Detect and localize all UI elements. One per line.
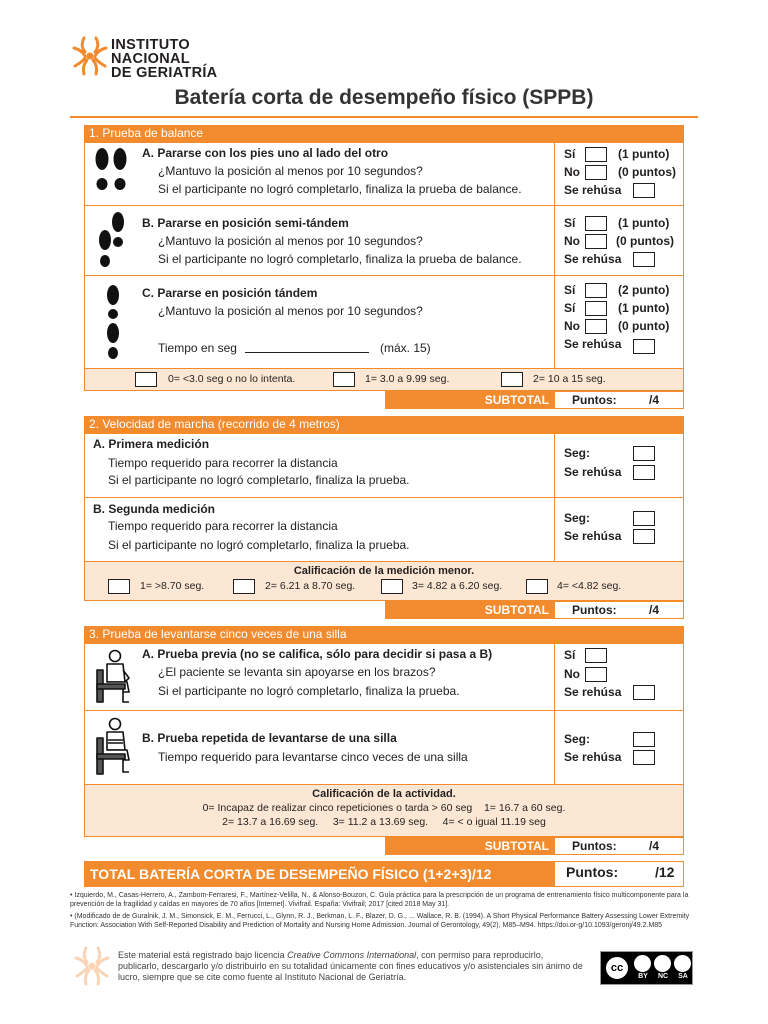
balance-c-refuse-checkbox[interactable] bbox=[633, 339, 655, 354]
gait-scale-4-checkbox[interactable] bbox=[526, 579, 548, 594]
chair-scale-3: 3= 11.2 a 13.69 seg. bbox=[332, 816, 429, 828]
balance-c-si2-label: Sí bbox=[564, 283, 576, 297]
total-puntos-max: /12 bbox=[655, 864, 675, 880]
badge-by-label: BY bbox=[638, 973, 648, 980]
gait-b-refuse-checkbox[interactable] bbox=[633, 529, 655, 544]
gait-scale-2: 2= 6.21 a 8.70 seg. bbox=[265, 580, 356, 592]
badge-sa-label: SA bbox=[678, 973, 688, 980]
chair-a-no-checkbox[interactable] bbox=[585, 667, 607, 682]
gait-scale-3: 3= 4.82 a 6.20 seg. bbox=[412, 580, 503, 592]
logo-line-1: INSTITUTO bbox=[111, 37, 190, 53]
balance-scale-0: 0= <3.0 seg o no lo intenta. bbox=[168, 373, 296, 385]
gait-a-refuse-checkbox[interactable] bbox=[633, 465, 655, 480]
section-balance-header: 1. Prueba de balance bbox=[84, 125, 684, 142]
balance-a-refuse-label: Se rehúsa bbox=[564, 183, 622, 197]
gait-puntos-max: /4 bbox=[649, 603, 660, 617]
license-text bbox=[118, 950, 586, 983]
balance-c-no-label: No bbox=[564, 319, 580, 333]
section-gait-header: 2. Velocidad de marcha (recorrido de 4 metros) bbox=[84, 416, 684, 433]
nc-icon bbox=[654, 955, 671, 972]
chair-b-title: B. Prueba repetida de levantarse de una silla bbox=[142, 731, 397, 745]
gait-puntos-label: Puntos: bbox=[572, 603, 617, 617]
title-divider bbox=[70, 116, 698, 118]
balance-b-refuse-label: Se rehúsa bbox=[564, 252, 622, 266]
gait-scale-1-checkbox[interactable] bbox=[108, 579, 130, 594]
by-icon bbox=[634, 955, 651, 972]
balance-c-si2-checkbox[interactable] bbox=[585, 283, 607, 298]
chair-scale-1: 1= 16.7 a 60 seg. bbox=[483, 802, 566, 814]
logo-text bbox=[111, 38, 217, 80]
balance-b-no-checkbox[interactable] bbox=[585, 234, 607, 249]
gait-a-seg-input[interactable] bbox=[633, 446, 655, 461]
chair-b-refuse-checkbox[interactable] bbox=[633, 750, 655, 765]
balance-a-no-checkbox[interactable] bbox=[585, 165, 607, 180]
balance-a-si-points: (1 punto) bbox=[618, 147, 670, 161]
chair-a-refuse-label: Se rehúsa bbox=[564, 685, 622, 699]
balance-c-si1-label: Sí bbox=[564, 301, 576, 315]
balance-b-no-points: (0 puntos) bbox=[616, 234, 674, 248]
license-post: , con permiso para reproducirlo, publicarlo, descargarlo y/o distribuirlo en su totalidad únicamente con fines educativos y/o asistenciales sin ánimo de lucro, siempre que se cite como fuente al Instituto Nacional de Geriatría. bbox=[118, 950, 583, 982]
balance-b-title: B. Pararse en posición semi-tándem bbox=[142, 216, 349, 230]
balance-a-note: Si el participante no logró completarlo, finaliza la prueba de balance. bbox=[158, 182, 522, 196]
reference-1: • Izquierdo, M., Casas-Herrero, A., Zambom-Ferraresi, F., Martínez-Velilla, N., & Alonso-Bouzon, C. Guía práctica para la prescripción de un programa de entrenamiento físico multicomponente para la prevención de la fragilidad y caídas en mayores de 70 años [Internet]. Vivifrail. España: Vivifrail; 2017 [cited 2018 May 31]. bbox=[70, 892, 689, 908]
balance-c-refuse-label: Se rehúsa bbox=[564, 337, 622, 351]
chair-b-line1: Tiempo requerido para levantarse cinco veces de una silla bbox=[158, 750, 468, 764]
balance-a-refuse-checkbox[interactable] bbox=[633, 183, 655, 198]
reference-2: • (Modificado de de Guralnik, J. M., Simonsick, E. M., Ferrucci, L., Glynn, R. J., Berkman, L. F., Blazer, D. G., ... Wallace, R. B. (1994). A Short Physical Performance Battery Assessing Lower Extremity Function: Association With Self-Reported Disability and Prediction of Mortality and Nursing Home Admission. Journal of Gerontology, 49(2), M85–M94. https://doi.or-g/10.1093/geronj/49.2.M85 bbox=[70, 913, 690, 929]
cc-license-badge[interactable] bbox=[600, 951, 693, 985]
chair-subtotal-label: SUBTOTAL bbox=[385, 837, 555, 855]
logo-line-2: NACIONAL bbox=[111, 51, 190, 67]
chair-b-seg-label: Seg: bbox=[564, 732, 591, 746]
total-label bbox=[84, 861, 555, 887]
balance-scale-2: 2= 10 a 15 seg. bbox=[533, 373, 606, 385]
balance-c-title: C. Pararse en posición tándem bbox=[142, 286, 318, 300]
person-seated-arms-crossed-icon bbox=[93, 716, 135, 783]
person-seated-arms-icon bbox=[93, 648, 135, 711]
balance-a-si-checkbox[interactable] bbox=[585, 147, 607, 162]
gait-a-refuse-label: Se rehúsa bbox=[564, 465, 622, 479]
balance-scale-0-checkbox[interactable] bbox=[135, 372, 157, 387]
balance-b-si-points: (1 punto) bbox=[618, 216, 670, 230]
balance-b-note: Si el participante no logró completarlo, finaliza la prueba de balance. bbox=[158, 252, 522, 266]
balance-c-max: (máx. 15) bbox=[380, 341, 431, 355]
balance-c-question: ¿Mantuvo la posición al menos por 10 segundos? bbox=[158, 304, 423, 318]
balance-a-question: ¿Mantuvo la posición al menos por 10 segundos? bbox=[158, 164, 423, 178]
gait-b-refuse-label: Se rehúsa bbox=[564, 529, 622, 543]
license-pre: Este material está registrado bajo licencia bbox=[118, 950, 288, 960]
chair-scale-title: Calificación de la actividad. bbox=[312, 788, 456, 800]
gait-scale-3-checkbox[interactable] bbox=[381, 579, 403, 594]
gait-b-line1: Tiempo requerido para recorrer la distancia bbox=[108, 519, 338, 533]
gait-a-seg-label: Seg: bbox=[564, 446, 591, 460]
chair-row-b bbox=[84, 710, 555, 785]
section-chair-header: 3. Prueba de levantarse cinco veces de una silla bbox=[84, 626, 684, 643]
balance-a-title: A. Pararse con los pies uno al lado del otro bbox=[142, 146, 389, 160]
gait-b-seg-label: Seg: bbox=[564, 511, 591, 525]
feet-semi-tandem-icon bbox=[93, 210, 129, 275]
total-puntos-label: Puntos: bbox=[566, 864, 619, 880]
balance-b-si-label: Sí bbox=[564, 216, 576, 230]
chair-scale-0: 0= Incapaz de realizar cinco repeticiones o tarda > 60 seg bbox=[202, 802, 473, 814]
page-title: Batería corta de desempeño físico (SPPB) bbox=[174, 86, 594, 109]
balance-scale-1-checkbox[interactable] bbox=[333, 372, 355, 387]
balance-c-no-checkbox[interactable] bbox=[585, 319, 607, 334]
balance-c-si1-points: (1 punto) bbox=[618, 301, 670, 315]
balance-c-no-points: (0 punto) bbox=[618, 319, 670, 333]
balance-scale-2-checkbox[interactable] bbox=[501, 372, 523, 387]
gait-b-seg-input[interactable] bbox=[633, 511, 655, 526]
chair-a-note: Si el participante no logró completarlo, finaliza la prueba. bbox=[158, 684, 460, 698]
gait-subtotal-label: SUBTOTAL bbox=[385, 601, 555, 619]
license-cc-name: Creative Commons International bbox=[287, 950, 417, 960]
feet-tandem-icon bbox=[103, 283, 123, 368]
balance-scale-1: 1= 3.0 a 9.99 seg. bbox=[365, 373, 450, 385]
chair-b-refuse-label: Se rehúsa bbox=[564, 750, 622, 764]
gait-b-line2: Si el participante no logró completarlo, finaliza la prueba. bbox=[108, 538, 410, 552]
chair-a-no-label: No bbox=[564, 667, 580, 681]
chair-scale-2: 2= 13.7 a 16.69 seg. bbox=[222, 816, 319, 828]
chair-a-si-checkbox[interactable] bbox=[585, 648, 607, 663]
chair-a-refuse-checkbox[interactable] bbox=[633, 685, 655, 700]
chair-scale-4: 4= < o igual 11.19 seg bbox=[442, 816, 546, 828]
chair-a-title: A. Prueba previa (no se califica, sólo para decidir si pasa a B) bbox=[142, 647, 493, 661]
gait-scale-title: Calificación de la medición menor. bbox=[293, 565, 475, 577]
chair-puntos-label: Puntos: bbox=[572, 839, 617, 853]
chair-b-seg-input[interactable] bbox=[633, 732, 655, 747]
footer-logo-watermark bbox=[72, 944, 112, 988]
gait-scale-1: 1= >8.70 seg. bbox=[140, 580, 205, 592]
balance-b-refuse-checkbox[interactable] bbox=[633, 252, 655, 267]
cc-icon: cc bbox=[604, 955, 630, 981]
gait-scale-2-checkbox[interactable] bbox=[233, 579, 255, 594]
balance-b-question: ¿Mantuvo la posición al menos por 10 segundos? bbox=[158, 234, 423, 248]
chair-scale-line1 bbox=[0, 802, 768, 814]
gait-b-title: B. Segunda medición bbox=[93, 502, 216, 516]
balance-puntos-max: /4 bbox=[649, 393, 660, 407]
total-label-text: TOTAL BATERÍA CORTA DE DESEMPEÑO FÍSICO (1+2+3)/12 bbox=[90, 866, 492, 882]
chair-scale-line2 bbox=[0, 816, 768, 828]
gait-scale-4: 4= <4.82 seg. bbox=[557, 580, 622, 592]
balance-b-no-label: No bbox=[564, 234, 580, 248]
gait-a-line1: Tiempo requerido para recorrer la distancia bbox=[108, 456, 338, 470]
feet-side-by-side-icon bbox=[93, 146, 129, 201]
balance-c-si1-checkbox[interactable] bbox=[585, 301, 607, 316]
chair-a-question: ¿El paciente se levanta sin apoyarse en los brazos? bbox=[158, 665, 436, 679]
logo-line-3: DE GERIATRÍA bbox=[111, 65, 218, 81]
logo bbox=[70, 34, 110, 78]
chair-puntos-max: /4 bbox=[649, 839, 660, 853]
gait-a-line2: Si el participante no logró completarlo, finaliza la prueba. bbox=[108, 473, 410, 487]
balance-a-si-label: Sí bbox=[564, 147, 576, 161]
balance-a-no-points: (0 puntos) bbox=[618, 165, 676, 179]
balance-c-time-input[interactable] bbox=[245, 352, 369, 353]
balance-c-time-label: Tiempo en seg bbox=[158, 341, 237, 355]
balance-b-si-checkbox[interactable] bbox=[585, 216, 607, 231]
chair-row-b-answers bbox=[554, 710, 684, 785]
sa-icon bbox=[674, 955, 691, 972]
balance-c-si2-points: (2 punto) bbox=[618, 283, 670, 297]
balance-subtotal-label: SUBTOTAL bbox=[385, 391, 555, 409]
chair-a-si-label: Sí bbox=[564, 648, 576, 662]
gait-a-title: A. Primera medición bbox=[93, 437, 210, 451]
badge-nc-label: NC bbox=[657, 973, 669, 980]
balance-puntos-label: Puntos: bbox=[572, 393, 617, 407]
balance-a-no-label: No bbox=[564, 165, 580, 179]
